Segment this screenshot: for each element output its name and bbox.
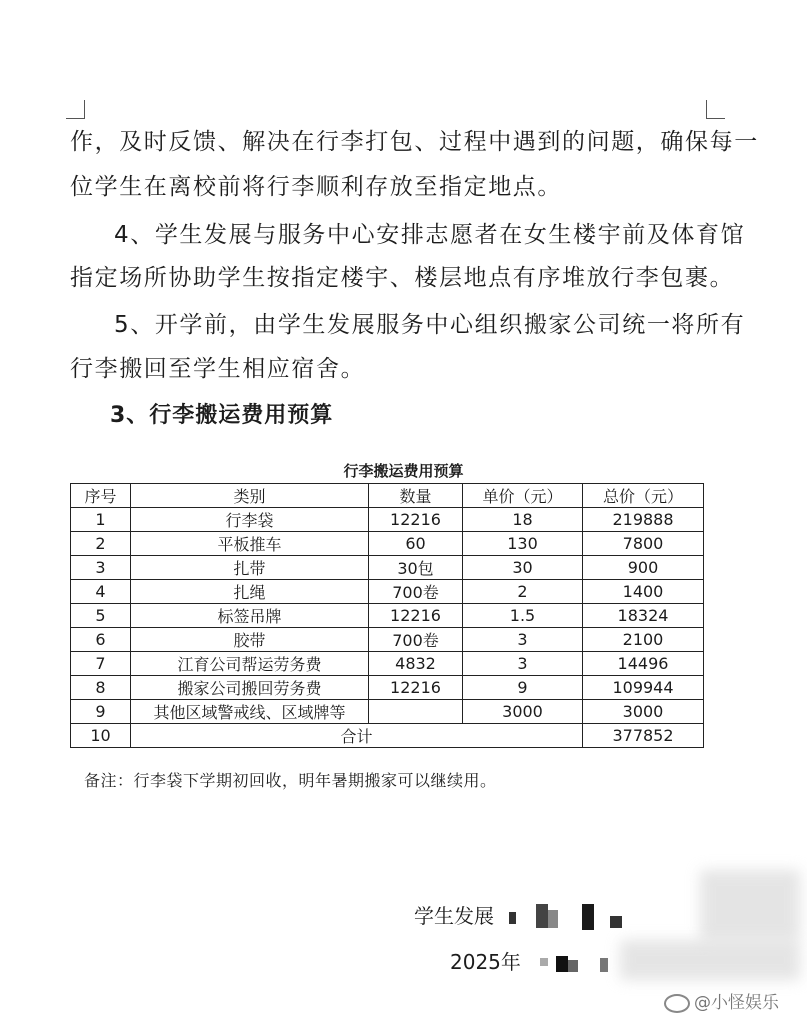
cell-category: 扎带 [131, 556, 369, 580]
cell-total-price: 219888 [583, 508, 704, 532]
table-row [71, 532, 704, 556]
cell-total-price: 109944 [583, 676, 704, 700]
cell-quantity: 700卷 [369, 628, 463, 652]
cell-quantity: 12216 [369, 604, 463, 628]
table-total-row [71, 724, 704, 748]
table-row [71, 508, 704, 532]
cell-total-price: 3000 [583, 700, 704, 724]
cell-category: 扎绳 [131, 580, 369, 604]
paragraph-line: 指定场所协助学生按指定楼宇、楼层地点有序堆放行李包裹。 [70, 265, 735, 291]
header-no: 序号 [71, 484, 131, 508]
cell-category: 其他区域警戒线、区域牌等 [131, 700, 369, 724]
table-row [71, 604, 704, 628]
paragraph-line: 位学生在离校前将行李顺利存放至指定地点。 [70, 174, 562, 200]
paragraph-line: 4、学生发展与服务中心安排志愿者在女生楼宇前及体育馆 [114, 222, 746, 248]
cell-total-price: 900 [583, 556, 704, 580]
cell-category: 行李袋 [131, 508, 369, 532]
cell-unit-price: 9 [463, 676, 583, 700]
cell-total-label: 合计 [131, 724, 583, 748]
cell-total-price: 7800 [583, 532, 704, 556]
header-total-price: 总价（元） [583, 484, 704, 508]
table-header-row [71, 484, 704, 508]
paragraph-line: 行李搬回至学生相应宿舍。 [70, 356, 366, 382]
cell-quantity [369, 700, 463, 724]
cell-quantity: 12216 [369, 676, 463, 700]
cell-unit-price: 3 [463, 628, 583, 652]
cell-quantity: 60 [369, 532, 463, 556]
weibo-icon [664, 994, 690, 1013]
cell-unit-price: 2 [463, 580, 583, 604]
cell-category: 平板推车 [131, 532, 369, 556]
cell-quantity: 12216 [369, 508, 463, 532]
section-heading: 3、行李搬运费用预算 [110, 403, 334, 428]
table-row [71, 700, 704, 724]
cell-category: 标签吊牌 [131, 604, 369, 628]
table-note: 备注：行李袋下学期初回收，明年暑期搬家可以继续用。 [84, 771, 497, 790]
signature-date: 2025年 [450, 950, 521, 974]
table-row [71, 628, 704, 652]
page-corner-mark-right [706, 100, 725, 119]
header-category: 类别 [131, 484, 369, 508]
redaction-blur [700, 870, 800, 940]
cell-unit-price: 18 [463, 508, 583, 532]
cell-unit-price: 130 [463, 532, 583, 556]
cell-no: 8 [71, 676, 131, 700]
cell-no: 9 [71, 700, 131, 724]
cell-unit-price: 30 [463, 556, 583, 580]
table-row [71, 652, 704, 676]
signature-organization: 学生发展 [414, 904, 494, 928]
table-row [71, 556, 704, 580]
header-unit-price: 单价（元） [463, 484, 583, 508]
cell-no: 10 [71, 724, 131, 748]
table-row [71, 676, 704, 700]
cell-grand-total: 377852 [583, 724, 704, 748]
cell-total-price: 18324 [583, 604, 704, 628]
cell-no: 7 [71, 652, 131, 676]
header-quantity: 数量 [369, 484, 463, 508]
cell-total-price: 14496 [583, 652, 704, 676]
page-corner-mark-left [66, 100, 85, 119]
cell-unit-price: 1.5 [463, 604, 583, 628]
redaction-mosaic [506, 900, 626, 930]
cell-total-price: 1400 [583, 580, 704, 604]
cell-quantity: 30包 [369, 556, 463, 580]
table-row [71, 580, 704, 604]
cell-unit-price: 3 [463, 652, 583, 676]
cell-category: 胶带 [131, 628, 369, 652]
cell-quantity: 4832 [369, 652, 463, 676]
cell-no: 6 [71, 628, 131, 652]
cell-quantity: 700卷 [369, 580, 463, 604]
budget-table [70, 483, 704, 748]
cell-unit-price: 3000 [463, 700, 583, 724]
watermark [664, 988, 779, 1013]
cell-no: 3 [71, 556, 131, 580]
redaction-mosaic [540, 950, 620, 974]
cell-no: 2 [71, 532, 131, 556]
cell-no: 1 [71, 508, 131, 532]
redaction-blur [620, 940, 800, 980]
cell-no: 4 [71, 580, 131, 604]
table-title: 行李搬运费用预算 [343, 462, 464, 480]
paragraph-line: 5、开学前，由学生发展服务中心组织搬家公司统一将所有 [114, 312, 746, 338]
cell-category: 搬家公司搬回劳务费 [131, 676, 369, 700]
paragraph-line: 作，及时反馈、解决在行李打包、过程中遇到的问题，确保每一 [70, 129, 759, 155]
cell-no: 5 [71, 604, 131, 628]
cell-category: 江育公司帮运劳务费 [131, 652, 369, 676]
cell-total-price: 2100 [583, 628, 704, 652]
watermark-text: @小怪娱乐 [694, 993, 779, 1013]
